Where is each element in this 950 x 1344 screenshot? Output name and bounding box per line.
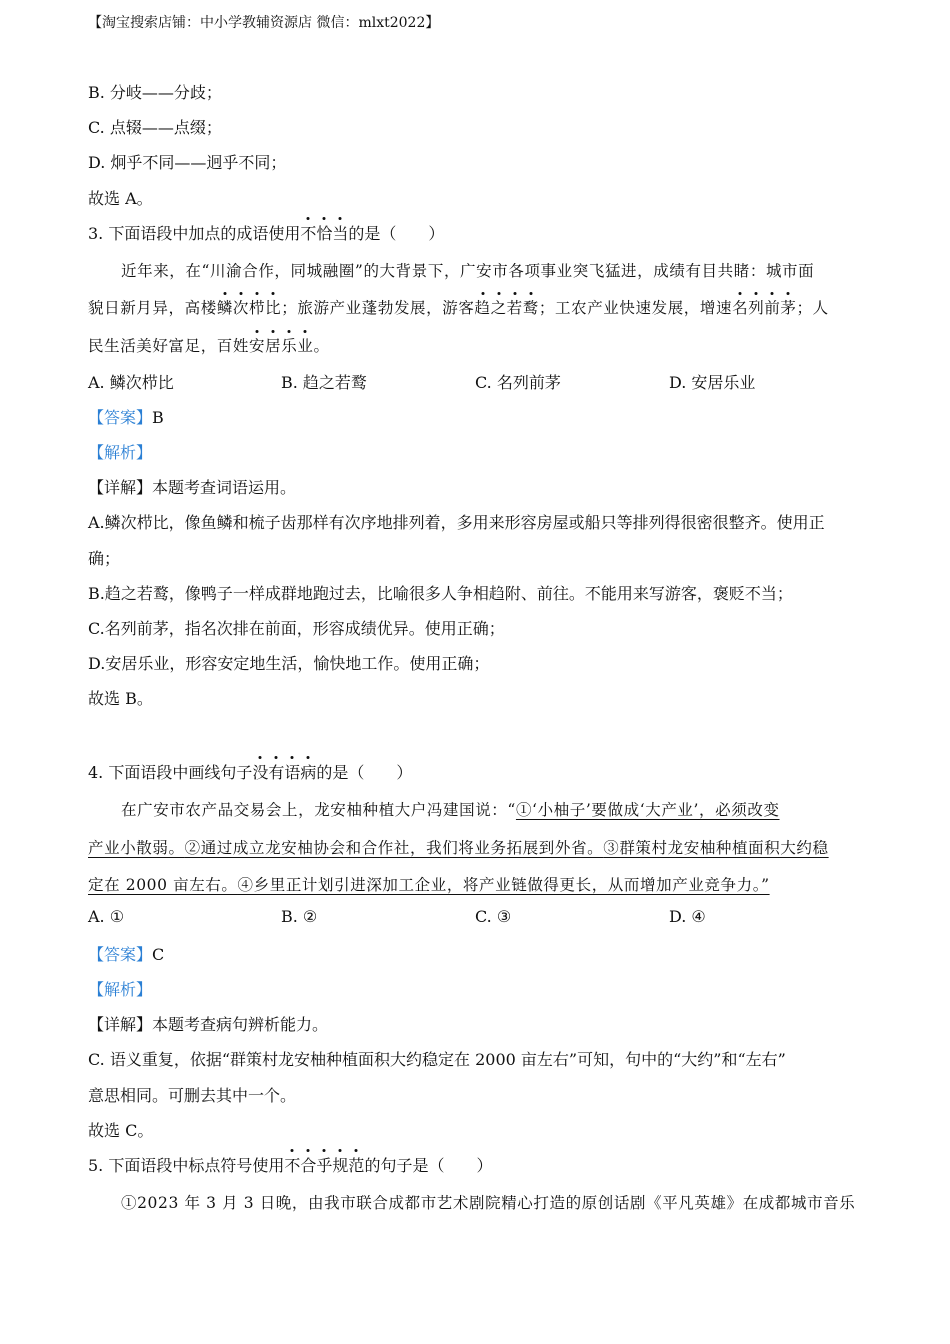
q4-option-b: B. ② xyxy=(281,907,318,926)
q2-option-b: B. 分岐——分歧； xyxy=(88,83,222,102)
q4-option-d: D. ④ xyxy=(669,907,706,926)
q3-explain-d: D.安居乐业，形容安定地生活，愉快地工作。使用正确； xyxy=(88,654,490,673)
q5-passage-line-1: ①2023 年 3 月 3 日晚，由我市联合成都市艺术剧院精心打造的原创话剧《平凡英雄》在成都城市音乐 xyxy=(121,1194,856,1212)
q3-detail: 【详解】本题考查词语运用。 xyxy=(88,478,297,497)
q4-analysis-tag: 【解析】 xyxy=(88,980,153,999)
q3-analysis-tag: 【解析】 xyxy=(88,443,153,462)
q4-passage-line-3: 定在 2000 亩左右。④乡里正计划引进深加工企业，将产业链做得更长，从而增加产业竞争力。” xyxy=(88,876,770,894)
q2-conclusion: 故选 A。 xyxy=(88,189,153,208)
q3-option-b: B. 趋之若鹜 xyxy=(281,373,367,392)
q4-option-c: C. ③ xyxy=(475,907,512,926)
q3-explain-c: C.名列前茅，指名次排在前面，形容成绩优异。使用正确； xyxy=(88,619,505,638)
q3-option-d: D. 安居乐业 xyxy=(669,373,756,392)
q3-passage-line-1: 近年来，在“川渝合作，同城融圈”的大背景下，广安市各项事业突飞猛进，成绩有目共睹：城市面 xyxy=(121,262,815,280)
q4-detail: 【详解】本题考查病句辨析能力。 xyxy=(88,1015,329,1034)
q4-passage-line-2: 产业小散弱。②通过成立龙安柚协会和合作社，我们将业务拓展到外省。③群策村龙安柚种植面积大约稳 xyxy=(88,839,829,857)
q3-passage-line-2: 貌日新月异，高楼鳞次栉比；旅游产业蓬勃发展，游客趋之若鹜；工农产业快速发展，增速名列前茅；人 xyxy=(88,296,858,318)
q4-stem: 4. 下面语段中画线句子没有语病的是（ ） xyxy=(88,760,858,783)
q3-answer: 【答案】B xyxy=(88,408,164,427)
q3-explain-a-2: 确； xyxy=(88,549,121,568)
q3-explain-a-1: A.鳞次栉比，像鱼鳞和梳子齿那样有次序地排列着，多用来形容房屋或船只等排列得很密很整齐。使用正 xyxy=(88,513,825,532)
q4-passage-line-1: 在广安市农产品交易会上，龙安柚种植大户冯建国说：“①‘小柚子’要做成‘大产业’，必须改变 xyxy=(121,801,780,819)
q3-explain-b: B.趋之若鹜，像鸭子一样成群地跑过去，比喻很多人争相趋附、前往。不能用来写游客，褒贬不当； xyxy=(88,584,793,603)
q3-stem: 3. 下面语段中加点的成语使用不恰当的是（ ） xyxy=(88,221,858,244)
q4-answer: 【答案】C xyxy=(88,945,165,964)
q3-option-a: A. 鳞次栉比 xyxy=(88,373,174,392)
q4-conclusion: 故选 C。 xyxy=(88,1121,154,1140)
q4-option-a: A. ① xyxy=(88,907,125,926)
q3-conclusion: 故选 B。 xyxy=(88,689,153,708)
q2-option-c: C. 点辍——点缀； xyxy=(88,118,222,137)
q3-option-c: C. 名列前茅 xyxy=(475,373,561,392)
q4-explain-c-1: C. 语义重复，依据“群策村龙安柚种植面积大约稳定在 2000 亩左右”可知，句中的“大约”和“左右” xyxy=(88,1050,786,1069)
q2-option-d: D. 炯乎不同——迥乎不同； xyxy=(88,153,287,172)
q3-passage-line-3: 民生活美好富足，百姓安居乐业。 xyxy=(88,334,858,356)
page-header: 【淘宝搜索店铺：中小学教辅资源店 微信：mlxt2022】 xyxy=(88,15,440,31)
q4-explain-c-2: 意思相同。可删去其中一个。 xyxy=(88,1086,297,1105)
q5-stem: 5. 下面语段中标点符号使用不合乎规范的句子是（ ） xyxy=(88,1153,858,1176)
